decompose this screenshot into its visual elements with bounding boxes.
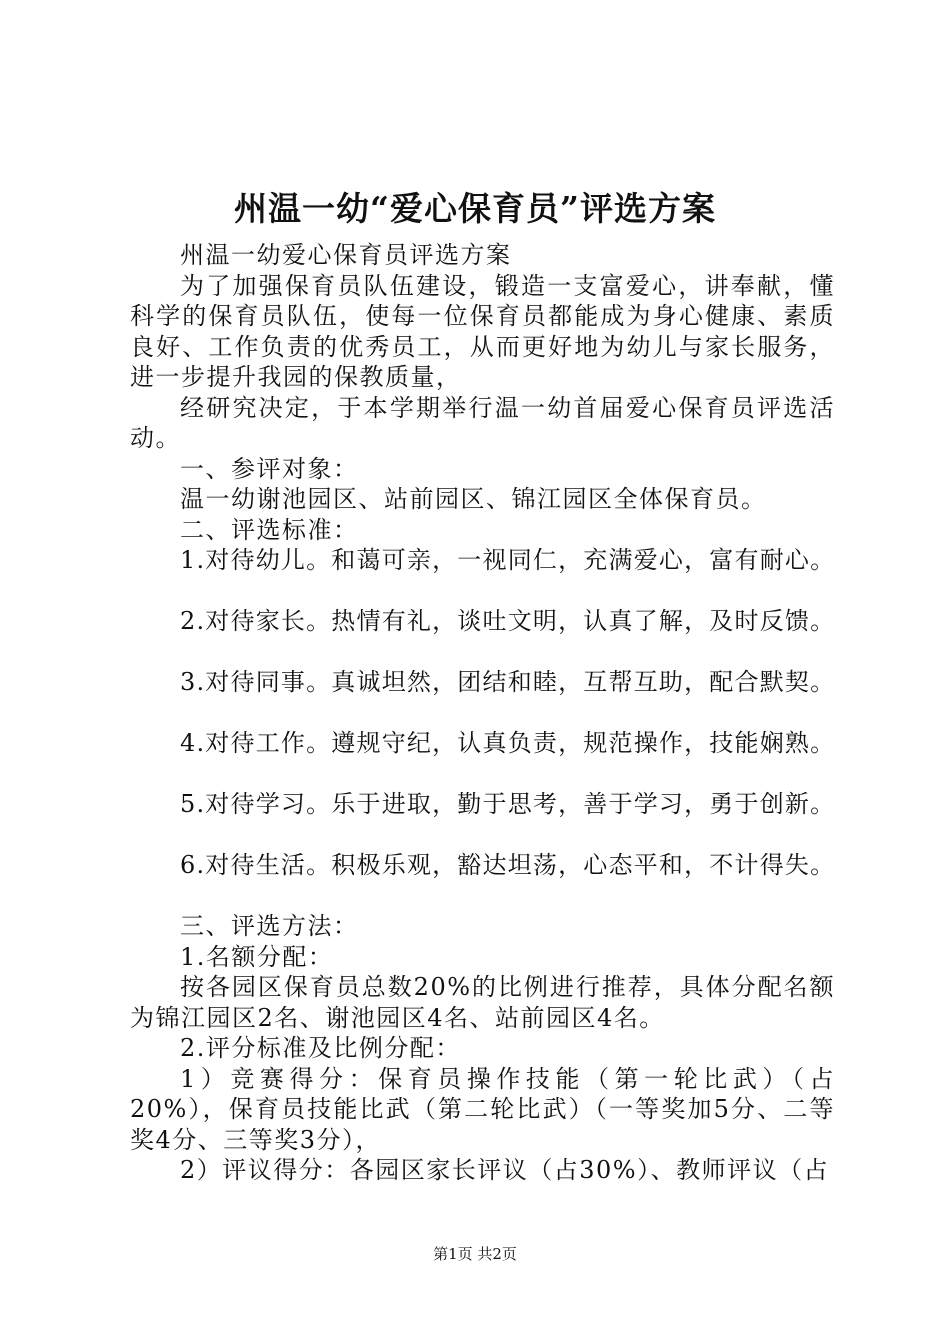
quota-heading: 1.名额分配： bbox=[180, 942, 334, 971]
decision-paragraph: 经研究决定，于本学期举行温一幼首届爱心保育员评选活动。 bbox=[130, 393, 835, 452]
scoring-heading: 2.评分标准及比例分配： bbox=[180, 1034, 461, 1062]
quota-paragraph: 按各园区保育员总数20%的比例进行推荐，具体分配名额为锦江园区2名、谢池园区4名、站前园区4名。 bbox=[130, 973, 835, 1032]
document-body bbox=[130, 240, 835, 1186]
review-score-paragraph: 2）评议得分：各园区家长评议（占30%）、教师评议（占 bbox=[180, 1156, 830, 1184]
criteria-item: 6.对待生活。积极乐观，豁达坦荡，心态平和，不计得失。 bbox=[180, 851, 836, 879]
intro-paragraph: 为了加强保育员队伍建设，锻造一支富爱心，讲奉献，懂科学的保育员队伍，使每一位保育员都能成为身心健康、素质良好、工作负责的优秀员工，从而更好地为幼儿与家长服务，进一步提升我园的保教质量， bbox=[130, 271, 835, 391]
page-footer: 第1页 共2页 bbox=[433, 1245, 517, 1263]
participants-paragraph: 温一幼谢池园区、站前园区、锦江园区全体保育员。 bbox=[180, 485, 767, 513]
document-title: 州温一幼“爱心保育员”评选方案 bbox=[234, 189, 716, 228]
criteria-item: 1.对待幼儿。和蔼可亲，一视同仁，充满爱心，富有耐心。 bbox=[180, 546, 836, 574]
criteria-item: 2.对待家长。热情有礼，谈吐文明，认真了解，及时反馈。 bbox=[180, 607, 836, 635]
criteria-item: 3.对待同事。真诚坦然，团结和睦，互帮互助，配合默契。 bbox=[180, 668, 836, 696]
criteria-item: 4.对待工作。遵规守纪，认真负责，规范操作，技能娴熟。 bbox=[180, 729, 836, 757]
section-heading-criteria: 二、评选标准： bbox=[180, 515, 359, 544]
subtitle-paragraph: 州温一幼爱心保育员评选方案 bbox=[180, 241, 512, 269]
criteria-item: 5.对待学习。乐于进取，勤于思考，善于学习，勇于创新。 bbox=[180, 790, 836, 818]
section-heading-participants: 一、参评对象： bbox=[180, 454, 359, 483]
section-heading-method: 三、评选方法： bbox=[180, 912, 359, 940]
competition-score-paragraph: 1）竞赛得分：保育员操作技能（第一轮比武）（占20%），保育员技能比武（第二轮比武）（一等奖加5分、二等奖4分、三等奖3分）， bbox=[130, 1064, 835, 1154]
